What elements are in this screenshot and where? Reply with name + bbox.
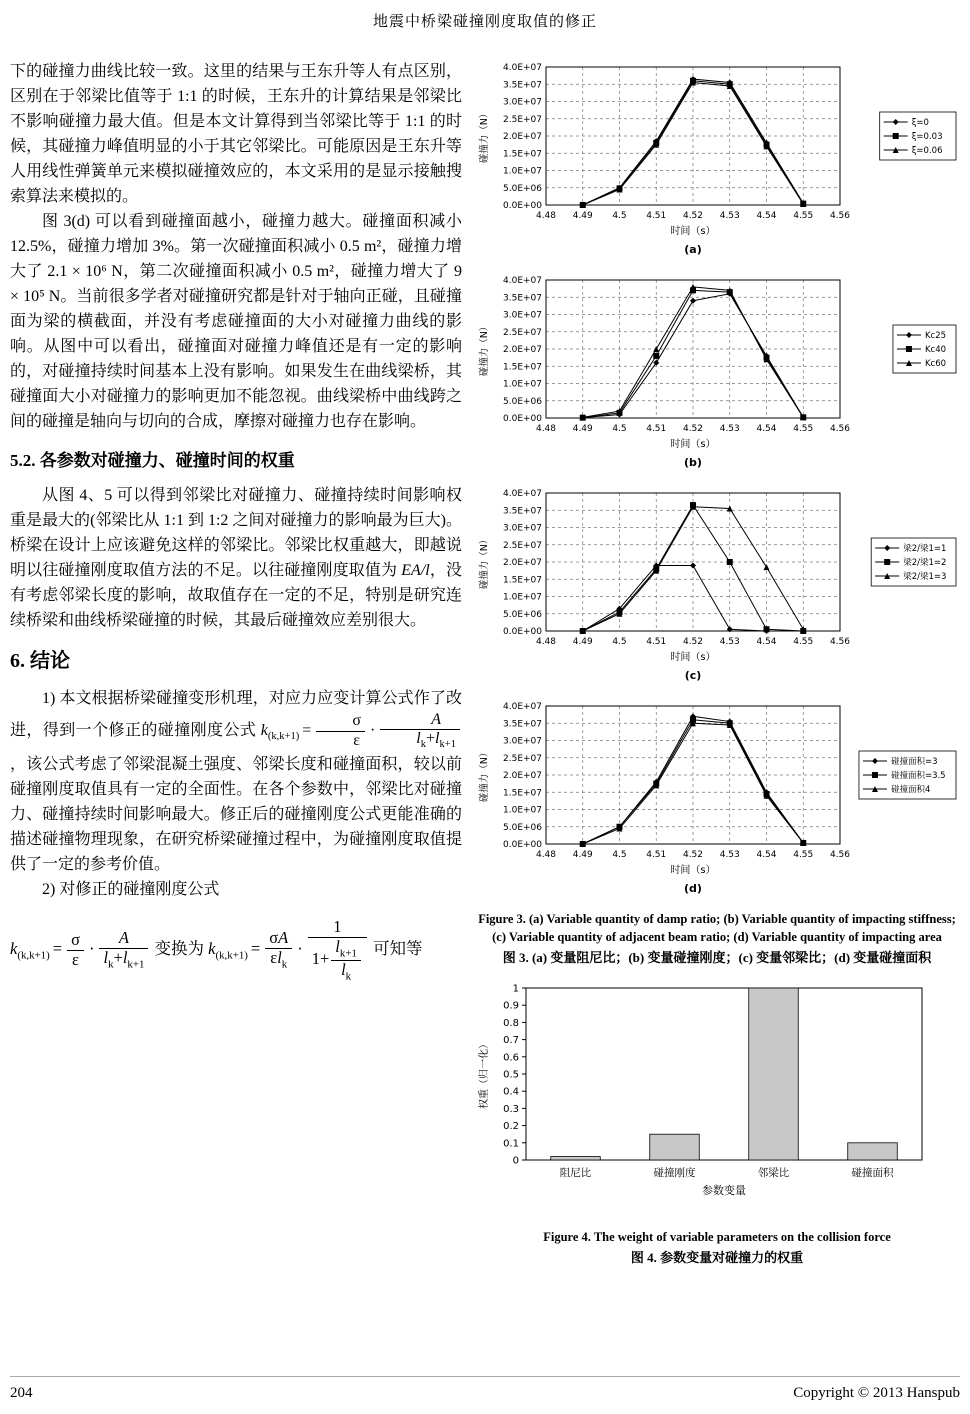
svg-text:4.49: 4.49 — [572, 637, 593, 647]
svg-text:3.0E+07: 3.0E+07 — [503, 97, 542, 108]
svg-text:1.5E+07: 1.5E+07 — [503, 362, 542, 373]
svg-text:4.55: 4.55 — [793, 637, 814, 647]
svg-text:5.0E+06: 5.0E+06 — [503, 822, 542, 833]
svg-text:3.0E+07: 3.0E+07 — [503, 736, 542, 747]
svg-text:4.52: 4.52 — [682, 637, 704, 647]
svg-text:4.56: 4.56 — [829, 424, 851, 434]
svg-text:梁2/梁1=2: 梁2/梁1=2 — [903, 558, 947, 568]
conclusion-paragraph-1 — [10, 686, 462, 877]
svg-text:ξ=0.06: ξ=0.06 — [911, 146, 943, 156]
svg-text:1.0E+07: 1.0E+07 — [503, 166, 542, 177]
svg-text:4.53: 4.53 — [719, 637, 740, 647]
para3-text-a: 从图 4、5 可以得到邻梁比对碰撞力、碰撞持续时间影响权重是最大的(邻梁比从 1:1 到 1:2 之间对碰撞力的影响最为巨大)。桥梁在设计上应该避免这样的邻梁比。邻梁比权重越大，即越说明以往碰撞刚度取值方法的不足。以往碰撞刚度取值为 — [10, 487, 462, 579]
svg-text:4.56: 4.56 — [829, 637, 851, 647]
copyright-text: Copyright © 2013 Hanspub — [793, 1385, 960, 1401]
figure3-caption-english: Figure 3. (a) Variable quantity of damp ratio; (b) Variable quantity of impacting stiffness; (c) Variable quantity of adjacent beam ratio; (d) Variable quantity of impacting area — [478, 912, 956, 944]
svg-text:阻尼比: 阻尼比 — [559, 1166, 592, 1179]
svg-text:5.0E+06: 5.0E+06 — [503, 183, 542, 194]
svg-text:3.5E+07: 3.5E+07 — [503, 80, 542, 91]
svg-text:1.5E+07: 1.5E+07 — [503, 575, 542, 586]
svg-text:4.49: 4.49 — [572, 211, 593, 221]
svg-text:4.51: 4.51 — [646, 637, 667, 647]
svg-text:4.52: 4.52 — [682, 850, 704, 860]
svg-text:1: 1 — [512, 983, 519, 994]
page-footer — [10, 1376, 960, 1402]
svg-text:4.51: 4.51 — [646, 211, 667, 221]
svg-text:4.5: 4.5 — [612, 850, 627, 860]
svg-text:碰撞刚度: 碰撞刚度 — [653, 1166, 696, 1179]
svg-text:4.0E+07: 4.0E+07 — [503, 63, 542, 73]
para4-text-after: ，该公式考虑了邻梁混凝土强度、邻梁长度和碰撞面积，较以前碰撞刚度取值具有一定的全面性。在各个参数中，邻梁比对碰撞力、碰撞持续时间影响最大。修正后的碰撞刚度公式更能准确的描述碰撞物理现象，在研究桥梁碰撞过程中，为碰撞刚度取值提供了一定的参考价值。 — [10, 755, 462, 873]
svg-text:0.7: 0.7 — [503, 1034, 519, 1046]
svg-text:1.0E+07: 1.0E+07 — [503, 379, 542, 390]
svg-text:4.53: 4.53 — [719, 850, 740, 860]
svg-text:4.55: 4.55 — [793, 850, 814, 860]
svg-text:时间（s）: 时间（s） — [670, 226, 716, 237]
paragraph-impact-area: 图 3(d) 可以看到碰撞面越小，碰撞力越大。碰撞面积减小 12.5%，碰撞力增加 3%。第一次碰撞面积减小 0.5 m²，碰撞力增大了 2.1 × 10⁶ N，第二次碰撞面积减小 0.5 m²，碰撞力增大了 9 × 10⁵ N。当前很多学者对碰撞研究都是针对于轴向正碰，且碰撞面为梁的横截面，并没有考虑碰撞面的大小对碰撞力曲线的影响。从图中可以看出，碰撞面对碰撞力峰值还是有一定的影响的，对碰撞持续时间基本上没有影响。如果发生在曲线梁桥，其碰撞面大小对碰撞力的影响更加不能忽视。曲线梁桥中曲线跨之间的碰撞是轴向与切向的合成，摩擦对碰撞力也存在影响。 — [10, 213, 462, 430]
svg-text:4.49: 4.49 — [572, 424, 593, 434]
page-title: 地震中桥梁碰撞刚度取值的修正 — [372, 14, 597, 30]
svg-text:4.51: 4.51 — [646, 850, 667, 860]
svg-text:碰撞面积4: 碰撞面积4 — [890, 785, 931, 795]
svg-text:3.0E+07: 3.0E+07 — [503, 310, 542, 321]
svg-text:4.54: 4.54 — [756, 850, 777, 860]
svg-text:4.55: 4.55 — [793, 424, 814, 434]
svg-text:碰撞面积: 碰撞面积 — [851, 1166, 894, 1179]
svg-text:时间（s）: 时间（s） — [670, 439, 716, 450]
svg-text:0.5: 0.5 — [503, 1069, 519, 1080]
svg-text:4.48: 4.48 — [535, 637, 557, 647]
svg-text:4.53: 4.53 — [719, 211, 740, 221]
figure3-chart-a-damp-ratio — [474, 59, 960, 264]
figure4-caption-english: Figure 4. The weight of variable parameters on the collision force — [543, 1229, 891, 1244]
svg-text:1.0E+07: 1.0E+07 — [503, 592, 542, 603]
svg-text:碰撞面积=3.5: 碰撞面积=3.5 — [890, 771, 946, 781]
svg-text:Kc25: Kc25 — [924, 331, 947, 341]
svg-text:4.5: 4.5 — [612, 211, 627, 221]
svg-text:2.0E+07: 2.0E+07 — [503, 345, 542, 355]
svg-text:(c): (c) — [684, 669, 702, 682]
svg-text:ξ=0: ξ=0 — [911, 118, 929, 128]
page-number: 204 — [10, 1385, 33, 1401]
svg-text:0.8: 0.8 — [503, 1017, 519, 1029]
svg-text:邻梁比: 邻梁比 — [757, 1166, 790, 1179]
svg-text:1.0E+07: 1.0E+07 — [503, 805, 542, 816]
svg-text:2.5E+07: 2.5E+07 — [503, 114, 542, 125]
svg-text:4.5: 4.5 — [612, 424, 627, 434]
svg-text:碰撞面积=3: 碰撞面积=3 — [890, 757, 938, 767]
svg-text:0.0E+00: 0.0E+00 — [503, 201, 542, 211]
svg-text:梁2/梁1=1: 梁2/梁1=1 — [903, 544, 947, 554]
svg-text:碰撞力（N）: 碰撞力（N） — [479, 321, 490, 377]
svg-text:5.0E+06: 5.0E+06 — [503, 396, 542, 407]
conclusion-paragraph-2: 2) 对修正的碰撞刚度公式 — [42, 880, 220, 898]
svg-text:2.0E+07: 2.0E+07 — [503, 771, 542, 781]
figure4-caption-chinese: 图 4. 参数变量对碰撞力的权重 — [630, 1250, 804, 1265]
svg-text:4.48: 4.48 — [535, 850, 557, 860]
svg-text:3.5E+07: 3.5E+07 — [503, 719, 542, 730]
figure4-bar-chart-weights — [474, 978, 960, 1221]
svg-text:4.55: 4.55 — [793, 211, 814, 221]
svg-text:(b): (b) — [684, 456, 702, 469]
figure3-chart-d-impacting-area — [474, 698, 960, 903]
para4-text-before: 1) 本文根据桥梁碰撞变形机理，对应力应变计算公式作了改进，得到一个修正的碰撞刚度公式 — [10, 690, 462, 740]
svg-text:5.0E+06: 5.0E+06 — [503, 609, 542, 620]
svg-text:碰撞力（N）: 碰撞力（N） — [479, 534, 490, 590]
svg-text:碰撞力（N）: 碰撞力（N） — [479, 108, 490, 164]
svg-text:0.9: 0.9 — [503, 1000, 519, 1012]
svg-text:4.49: 4.49 — [572, 850, 593, 860]
svg-text:4.53: 4.53 — [719, 424, 740, 434]
svg-text:0.0E+00: 0.0E+00 — [503, 414, 542, 424]
svg-text:4.56: 4.56 — [829, 211, 851, 221]
left-text-column — [10, 59, 462, 1278]
svg-text:4.56: 4.56 — [829, 850, 851, 860]
svg-text:4.54: 4.54 — [756, 211, 777, 221]
two-column-layout — [0, 59, 970, 1278]
svg-text:2.5E+07: 2.5E+07 — [503, 753, 542, 764]
paragraph-continuation: 下的碰撞力曲线比较一致。这里的结果与王东升等人有点区别，区别在于邻梁比值等于 1:1 的时候，王东升的计算结果是邻梁比不影响碰撞力最大值。但是本文计算得到当邻梁比等于 1:1 的时候，其碰撞力峰值明显的小于其它邻梁比。可能原因是王东升等人用线性弹簧单元来模拟碰撞效应的，本文采用的是显示接触搜索算法来模拟的。 — [10, 63, 462, 205]
figure3-caption-chinese: 图 3. (a) 变量阻尼比；(b) 变量碰撞刚度；(c) 变量邻梁比；(d) 变量碰撞面积 — [502, 950, 932, 965]
svg-text:梁2/梁1=3: 梁2/梁1=3 — [903, 572, 947, 582]
svg-text:0.0E+00: 0.0E+00 — [503, 627, 542, 637]
section-heading-6: 6. 结论 — [10, 650, 70, 672]
svg-text:4.54: 4.54 — [756, 424, 777, 434]
svg-text:3.0E+07: 3.0E+07 — [503, 523, 542, 534]
figures-column — [474, 59, 960, 1278]
svg-text:ξ=0.03: ξ=0.03 — [911, 132, 943, 142]
svg-text:4.5: 4.5 — [612, 637, 627, 647]
svg-text:4.0E+07: 4.0E+07 — [503, 276, 542, 286]
svg-text:4.52: 4.52 — [682, 424, 704, 434]
svg-text:0.4: 0.4 — [503, 1086, 519, 1098]
collision-stiffness-formula: $k_{(k,k+1)}$ = $\frac{\sigma}{\varepsilon}$ · $\frac{A}{l_k+l_{k+1}}$ — [261, 722, 462, 739]
svg-text:1.5E+07: 1.5E+07 — [503, 149, 542, 160]
para3-text-b: ，没有考虑邻梁长度的影响，故取值存在一定的不足，特别是研究连续桥梁和曲线桥梁碰撞的时候，其最后碰撞效应差别很大。 — [10, 562, 462, 629]
transform-text: 变换为 — [154, 938, 205, 958]
svg-text:4.0E+07: 4.0E+07 — [503, 702, 542, 712]
section-heading-5-2: 5.2. 各参数对碰撞力、碰撞时间的权重 — [10, 451, 295, 470]
para3-inline-math: EA/l — [401, 562, 430, 579]
svg-text:0.3: 0.3 — [503, 1103, 519, 1115]
svg-text:1.5E+07: 1.5E+07 — [503, 788, 542, 799]
svg-text:2.0E+07: 2.0E+07 — [503, 558, 542, 568]
svg-text:4.52: 4.52 — [682, 211, 704, 221]
paragraph-weights — [10, 483, 462, 633]
svg-text:碰撞力（N）: 碰撞力（N） — [479, 747, 490, 803]
svg-text:0.1: 0.1 — [503, 1137, 519, 1149]
svg-text:0.0E+00: 0.0E+00 — [503, 840, 542, 850]
svg-text:4.54: 4.54 — [756, 637, 777, 647]
svg-text:4.51: 4.51 — [646, 424, 667, 434]
svg-text:2.0E+07: 2.0E+07 — [503, 132, 542, 142]
svg-text:3.5E+07: 3.5E+07 — [503, 506, 542, 517]
svg-text:时间（s）: 时间（s） — [670, 652, 716, 663]
svg-text:4.48: 4.48 — [535, 211, 557, 221]
transformed-stiffness-formula: $k_{(k,k+1)}$ = $\frac{\sigma}{\varepsilon}$ · $\frac{A}{l_k+l_{k+1}}$ 变换为 $k_{(k,k+1)}$ = $\frac{\sigma A}{\varepsilon l_k}$ · 1 1+ $\frac{l_{k+1}}{l_k}$ 可知等 — [10, 916, 423, 982]
svg-text:参数变量: 参数变量 — [702, 1183, 746, 1197]
figure3-chart-c-adjacent-beam-ratio — [474, 485, 960, 690]
tail-text: 可知等 — [373, 938, 423, 958]
svg-text:4.48: 4.48 — [535, 424, 557, 434]
svg-text:0.6: 0.6 — [503, 1051, 519, 1063]
svg-text:2.5E+07: 2.5E+07 — [503, 540, 542, 551]
svg-text:Kc40: Kc40 — [924, 345, 947, 355]
svg-text:2.5E+07: 2.5E+07 — [503, 327, 542, 338]
svg-text:(a): (a) — [684, 243, 702, 256]
svg-text:3.5E+07: 3.5E+07 — [503, 293, 542, 304]
svg-text:4.0E+07: 4.0E+07 — [503, 489, 542, 499]
svg-text:Kc60: Kc60 — [924, 359, 947, 369]
svg-text:(d): (d) — [684, 882, 702, 895]
figure3-chart-b-impacting-stiffness — [474, 272, 960, 477]
svg-text:0.2: 0.2 — [503, 1120, 519, 1132]
svg-text:时间（s）: 时间（s） — [670, 865, 716, 876]
svg-text:权重（归一化）: 权重（归一化） — [479, 1038, 490, 1109]
svg-text:0: 0 — [512, 1155, 519, 1166]
